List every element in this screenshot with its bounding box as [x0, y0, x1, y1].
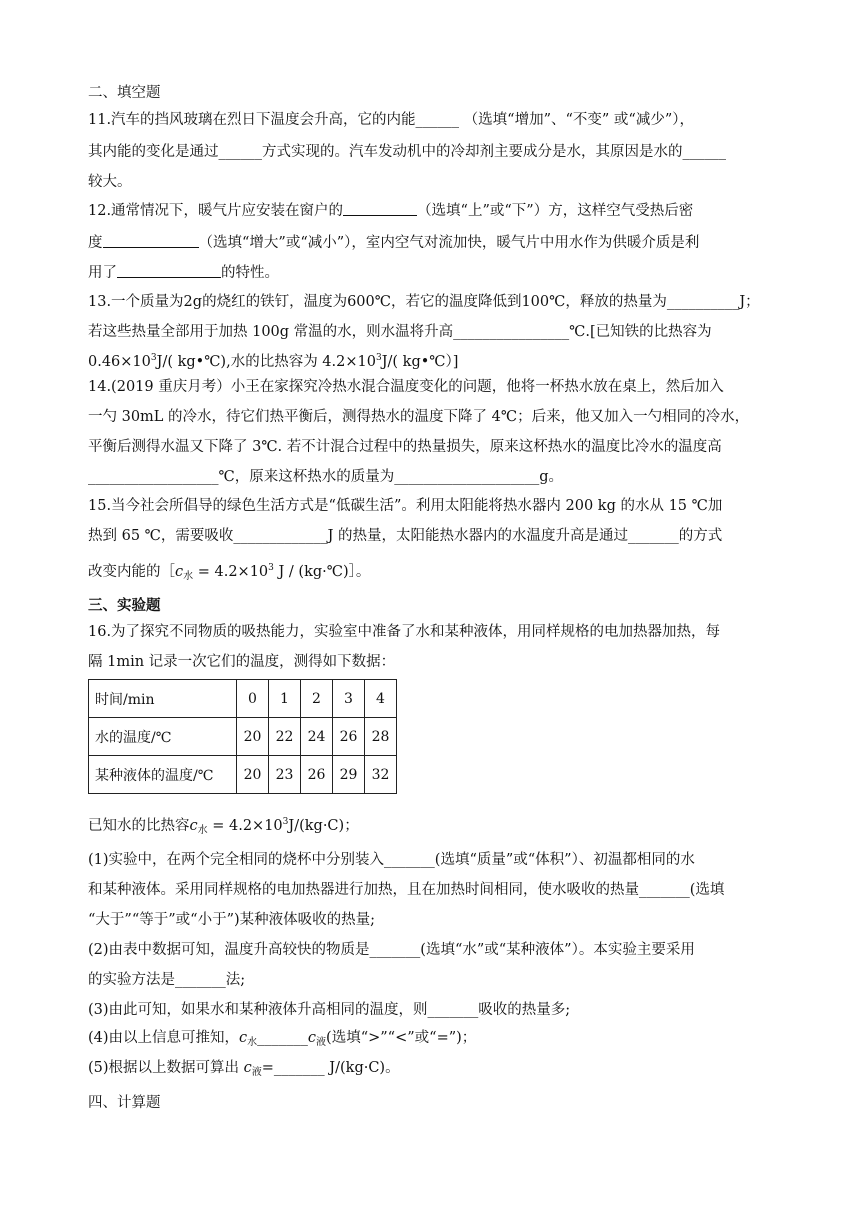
- q14-line-4: __________________℃，原来这杯热水的质量为____________________g。: [88, 469, 564, 485]
- q14-line-3: 平衡后测得水温又下降了 3℃. 若不计混合过程中的热量损失，原来这杯热水的温度比冷水的温度高: [88, 439, 722, 455]
- table-cell: 26: [333, 718, 365, 756]
- superscript: 3: [150, 353, 157, 363]
- q16-text: 已知水的比热容: [88, 818, 190, 834]
- q13-line-2: 若这些热量全部用于加热 100g 常温的水，则水温将升高________________℃.[已知铁的比热容为: [88, 324, 712, 340]
- data-table: [88, 679, 397, 794]
- q16-text: ；: [344, 818, 359, 834]
- q12-text: 的特性。: [221, 265, 279, 281]
- table-cell: 4: [365, 680, 397, 718]
- q16-part4: [88, 1028, 476, 1053]
- q16-part1-line-1: (1)实验中，在两个完全相同的烧杯中分别装入_______(选填“质量”或“体积”）、初温都相同的水: [88, 852, 695, 868]
- formula-unit: J/(kg·C): [288, 818, 345, 834]
- section-heading-experiment: 三、实验题: [88, 597, 161, 614]
- answer-blank: [117, 263, 221, 278]
- q11-line-2: 其内能的变化是通过______方式实现的。汽车发动机中的冷却剂主要成分是水，其原因是水的______: [88, 144, 726, 160]
- q16-part2-line-2: 的实验方法是_______法;: [88, 972, 246, 988]
- table-cell: 29: [333, 756, 365, 794]
- table-cell: 23: [269, 756, 301, 794]
- q13-text: 0.46×10: [88, 354, 151, 370]
- q12-text: 度: [88, 235, 103, 251]
- table-cell: 32: [365, 756, 397, 794]
- table-row-label: 某种液体的温度/℃: [89, 756, 237, 794]
- table-cell: 3: [333, 680, 365, 718]
- q15-line-2: 热到 65 ℃，需要吸收_____________J 的热量，太阳能热水器内的水温度升高是通过_______的方式: [88, 528, 723, 544]
- formula-symbol: c: [175, 564, 184, 580]
- formula-unit: J / (kg·℃): [273, 564, 349, 580]
- table-row: [89, 718, 397, 756]
- q16-text: 。: [385, 1060, 400, 1076]
- q12-text: 12.通常情况下，暖气片应安装在窗户的: [88, 203, 344, 219]
- table-row-label: 水的温度/℃: [89, 718, 237, 756]
- subscript: 水: [183, 571, 194, 582]
- q14-line-1: 14.(2019 重庆月考）小王在家探究冷热水混合温度变化的问题，他将一杯热水放在桌上，然后加入: [88, 379, 724, 395]
- q16-part5: [88, 1058, 400, 1083]
- subscript: 液: [316, 1037, 327, 1048]
- table-cell: 22: [269, 718, 301, 756]
- formula-symbol: c: [239, 1030, 248, 1046]
- q16-known-value: [88, 812, 359, 841]
- table-row: [89, 680, 397, 718]
- q13-line-3: [88, 348, 458, 372]
- q13-text: J/( kg•℃）]: [381, 354, 459, 370]
- answer-blank: _______: [257, 1030, 308, 1046]
- subscript: 水: [197, 825, 208, 836]
- q15-line-3: [88, 558, 370, 587]
- table-cell: 1: [269, 680, 301, 718]
- superscript: 3: [268, 563, 274, 573]
- table-cell: 2: [301, 680, 333, 718]
- formula-symbol: c: [307, 1030, 317, 1046]
- superscript: 3: [282, 817, 289, 827]
- q12-text: （选填“增大”或“减小”），室内空气对流加快，暖气片中用水作为供暖介质是利: [198, 235, 700, 251]
- q11-line-3: 较大。: [88, 174, 132, 190]
- table-cell: 28: [365, 718, 397, 756]
- formula-symbol: c: [189, 818, 198, 834]
- q16-line-1: 16.为了探究不同物质的吸热能力，实验室中准备了水和某种液体，用同样规格的电加热器加热，每: [88, 624, 721, 640]
- q16-part1-line-2: 和某种液体。采用同样规格的电加热器进行加热，且在加热时间相同，使水吸收的热量_______(选填: [88, 882, 725, 898]
- q13-line-1: 13.一个质量为2g的烧红的铁钉，温度为600℃，若它的温度降低到100℃，释放的热量为__________J；: [88, 294, 760, 310]
- formula-symbol: c: [243, 1060, 252, 1076]
- q12-text: 用了: [88, 265, 117, 281]
- table-cell: 24: [301, 718, 333, 756]
- q16-line-2: 隔 1min 记录一次它们的温度，测得如下数据：: [88, 654, 396, 670]
- q16-text: (选填“>”“<”或“=”)；: [326, 1030, 477, 1046]
- table-row: [89, 756, 397, 794]
- q16-text: =_______: [261, 1060, 330, 1076]
- formula: = 4.2×10: [207, 818, 283, 834]
- formula: = 4.2×10: [193, 564, 269, 580]
- table-header-cell: 时间/min: [89, 680, 237, 718]
- q16-part3: (3)由此可知，如果水和某种液体升高相同的温度，则_______吸收的热量多;: [88, 1002, 571, 1018]
- q13-text: J/( kg•℃),水的比热容为 4.2×10: [156, 354, 376, 370]
- section-heading-calculation: 四、计算题: [88, 1095, 161, 1111]
- q16-text: (5)根据以上数据可算出: [88, 1060, 244, 1076]
- subscript: 水: [247, 1037, 258, 1048]
- q15-line-1: 15.当今社会所倡导的绿色生活方式是“低碳生活”。利用太阳能将热水器内 200 kg 的水从 15 ℃加: [88, 498, 723, 514]
- q12-line-1: [88, 201, 693, 221]
- formula-unit: J/(kg·C): [329, 1060, 386, 1076]
- section-heading-fill-blank: 二、填空题: [88, 85, 161, 101]
- q12-text: （选填“上”或“下”）方，这样空气受热后密: [417, 203, 694, 219]
- q12-line-3: [88, 263, 279, 283]
- answer-blank: [343, 201, 417, 216]
- q16-text: (4)由以上信息可推知，: [88, 1030, 240, 1046]
- q16-part1-line-3: “大于”“等于”或“小于”)某种液体吸收的热量;: [88, 912, 376, 928]
- q15-text: ］。: [348, 564, 371, 580]
- table-cell: 20: [237, 756, 269, 794]
- table-cell: 26: [301, 756, 333, 794]
- subscript: 液: [251, 1067, 262, 1078]
- q14-line-2: 一勺 30mL 的冷水，待它们热平衡后，测得热水的温度下降了 4℃；后来，他又加入一勺相同的冷水，: [88, 409, 750, 425]
- superscript: 3: [375, 353, 382, 363]
- q16-part2-line-1: (2)由表中数据可知，温度升高较快的物质是_______(选填“水”或“某种液体”）。本实验主要采用: [88, 942, 695, 958]
- table-cell: 20: [237, 718, 269, 756]
- answer-blank: [103, 233, 199, 248]
- q15-text: 改变内能的［: [88, 564, 175, 580]
- q11-line-1: 11.汽车的挡风玻璃在烈日下温度会升高，它的内能______ （选填“增加”、“不变” 或“减少”），: [88, 112, 695, 128]
- table-cell: 0: [237, 680, 269, 718]
- q12-line-2: [88, 233, 699, 253]
